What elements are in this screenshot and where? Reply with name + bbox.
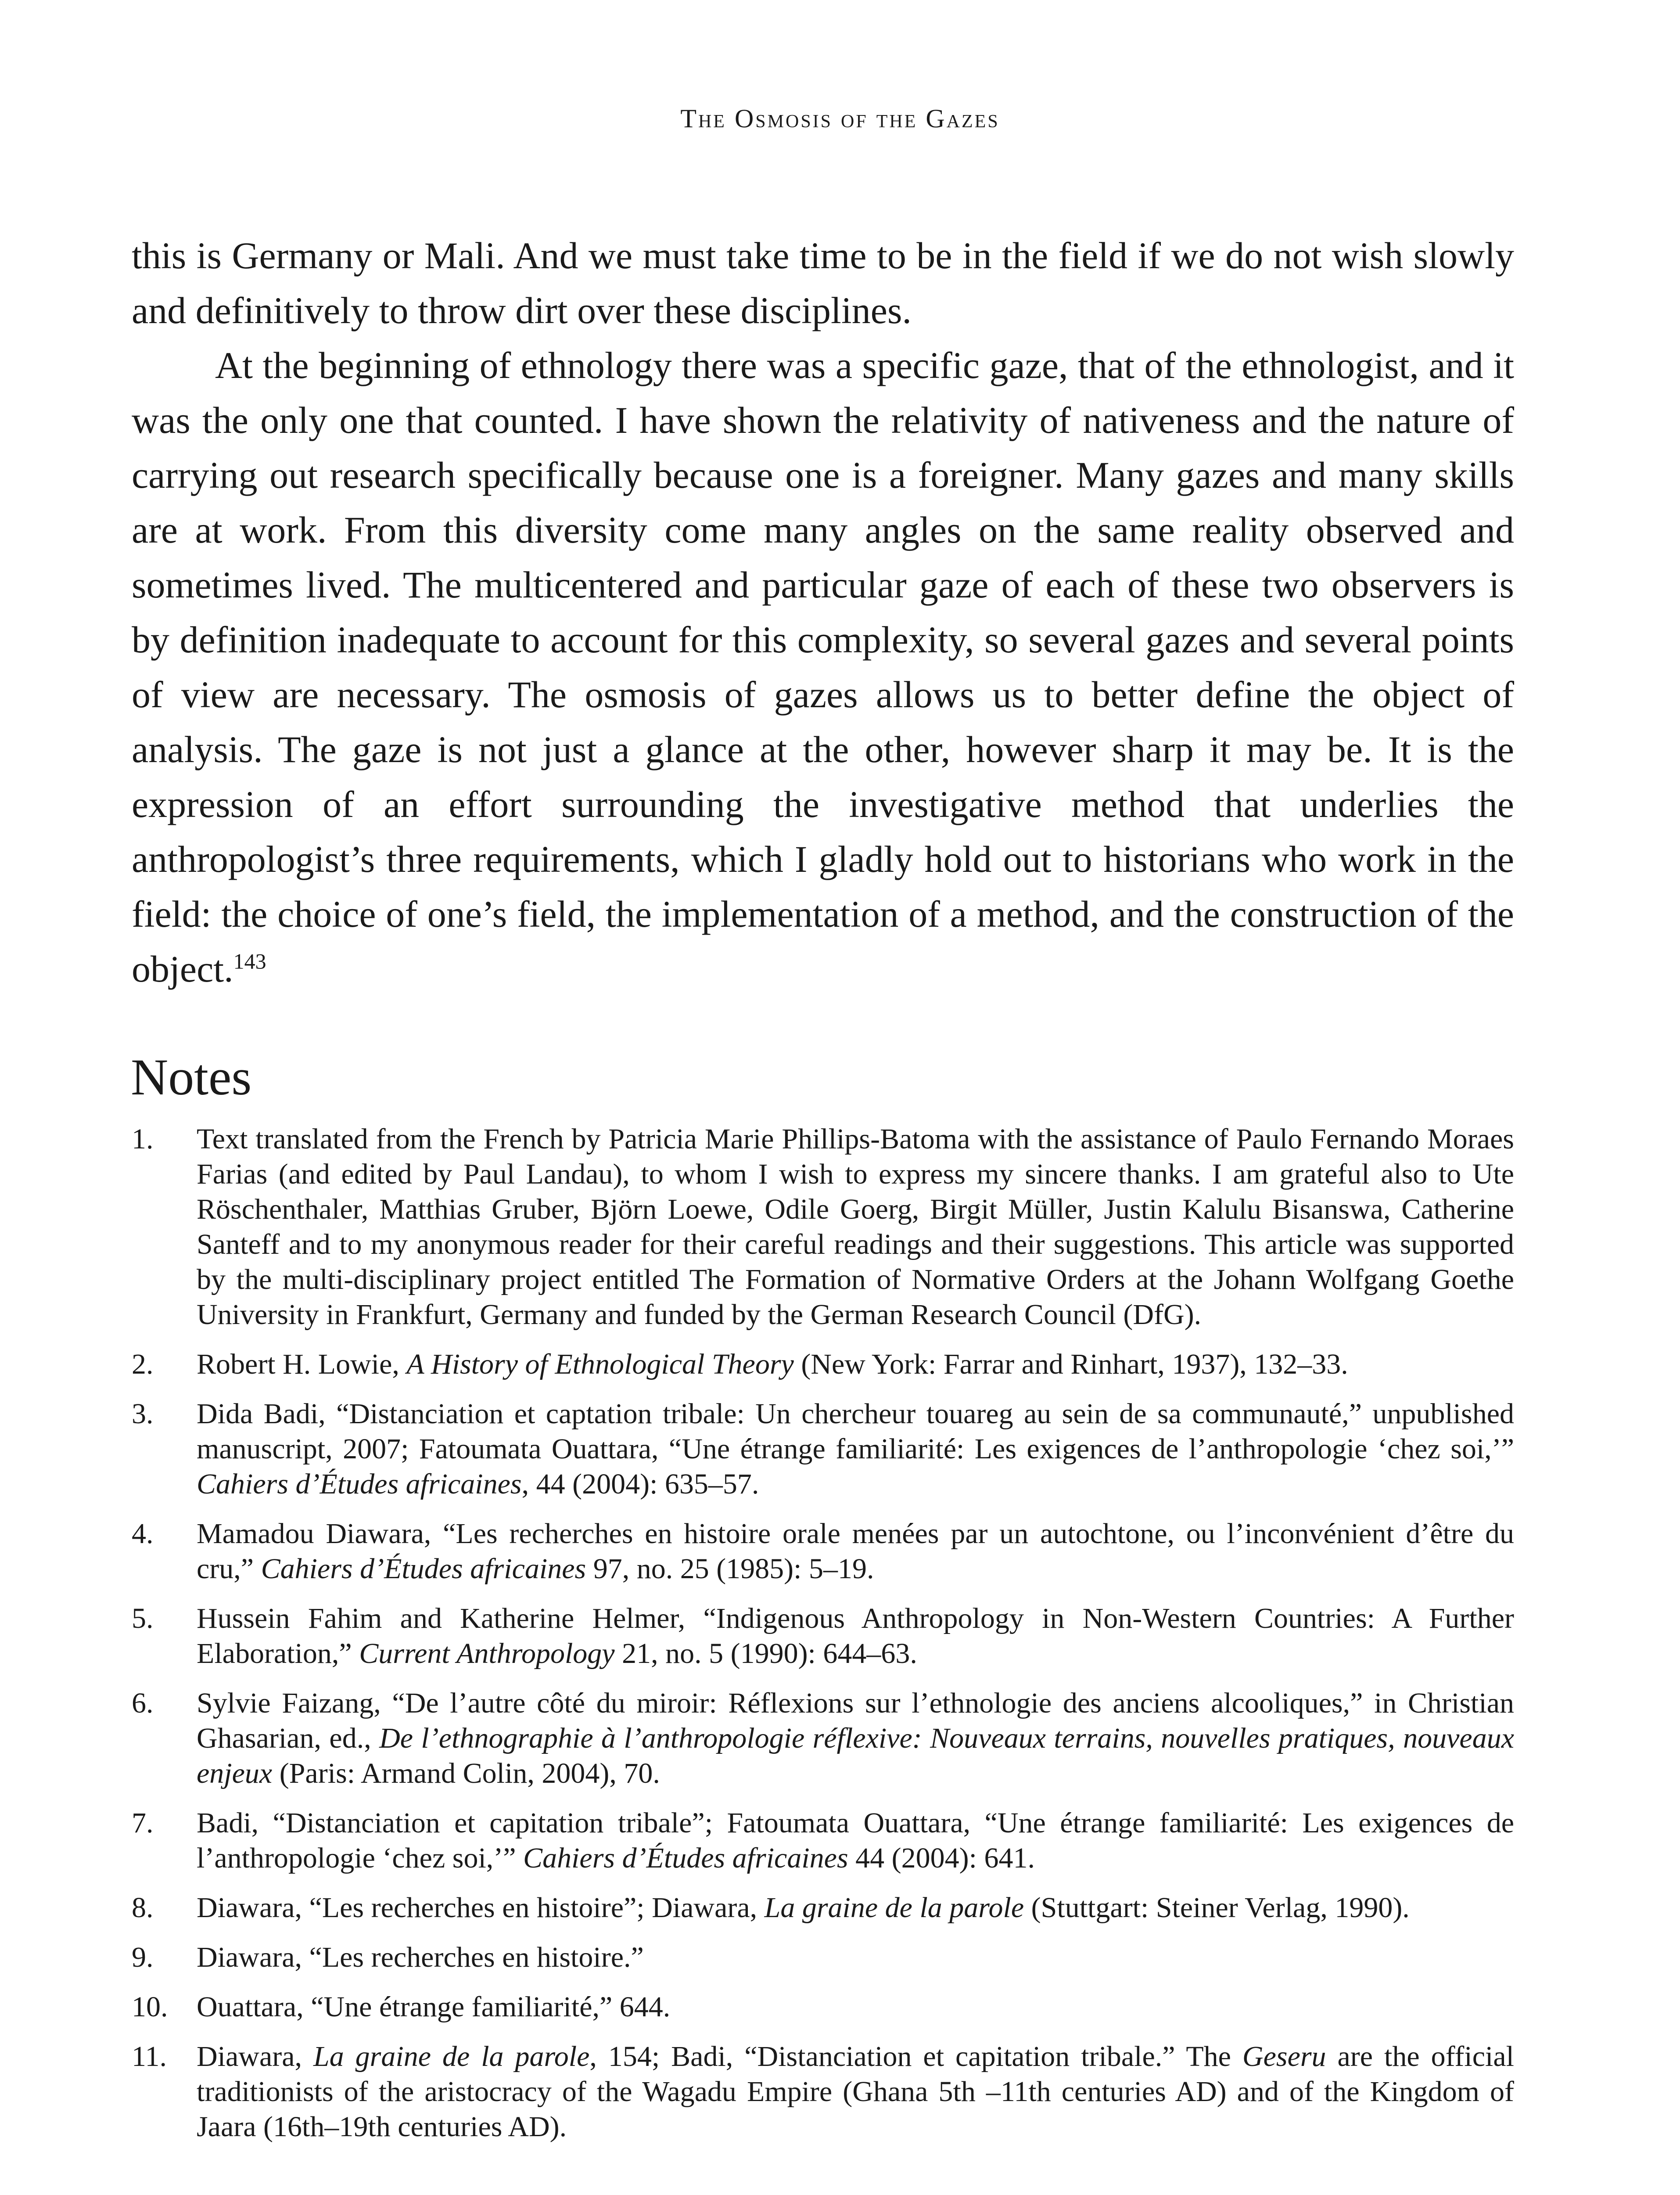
- note-8: [132, 1890, 1514, 1925]
- note-number: 1.: [132, 1123, 154, 1155]
- note-3: [132, 1396, 1514, 1502]
- note-title: Cahiers d’Études africaines: [197, 1468, 522, 1500]
- note-text: [197, 1890, 1514, 1925]
- notes-heading: Notes: [131, 1048, 252, 1106]
- note-text-post: 21, no. 5 (1990): 644–63.: [614, 1637, 917, 1670]
- note-number: 7.: [132, 1807, 154, 1839]
- note-number: 5.: [132, 1602, 154, 1634]
- note-number: 10.: [132, 1991, 168, 2023]
- note-title: La graine de la parole: [764, 1892, 1024, 1924]
- note-text-post: 97, no. 25 (1985): 5–19.: [586, 1553, 874, 1585]
- note-text-post: (New York: Farrar and Rinhart, 1937), 132–33.: [793, 1348, 1348, 1380]
- note-4: [132, 1516, 1514, 1587]
- note-number: 11.: [132, 2040, 167, 2073]
- note-text-post: are the official traditionists of the aristocracy of the Wagadu Empire (Ghana 5th –11th centuries AD) and of the Kingdom of Jaara (16th–19th centuries AD).: [197, 2040, 1514, 2143]
- paragraph-2-text: At the beginning of ethnology there was a specific gaze, that of the ethnologist, and it was the only one that counted. I have shown the relativity of nativeness and the nature of carrying out research specifically because one is a foreigner. Many gazes and many skills are at work. From this diversity come many angles on the same reality observed and sometimes lived. The multicentered and particular gaze of each of these two observers is by definition inadequate to account for this complexity, so several gazes and several points of view are necessary. The osmosis of gazes allows us to better define the object of analysis. The gaze is not just a glance at the other, however sharp it may be. It is the expression of an effort surrounding the investigative method that underlies the anthropologist’s three requirements, which I gladly hold out to historians who work in the field: the choice of one’s field, the implementation of a method, and the construction of the object.: [132, 344, 1514, 990]
- paragraph-2: [132, 338, 1514, 997]
- note-11: [132, 2039, 1514, 2145]
- note-text-pre: Robert H. Lowie,: [197, 1348, 407, 1380]
- note-number: 8.: [132, 1892, 154, 1924]
- footnote-marker-143[interactable]: 143: [233, 949, 266, 974]
- note-number: 9.: [132, 1941, 154, 1973]
- note-text-pre: Hussein Fahim and Katherine Helmer, “Indigenous Anthropology in Non-Western Countries: A Further Elaboration,”: [197, 1602, 1514, 1670]
- note-text-mid: , 154; Badi, “Distanciation et capitation tribale.” The: [589, 2040, 1242, 2073]
- note-text-pre: Dida Badi, “Distanciation et captation tribale: Un chercheur touareg au sein de sa communauté,” unpublished manuscript, 2007; Fatoumata Ouattara, “Une étrange familiarité: Les exigences de l’anthropologie ‘chez soi,’”: [197, 1398, 1514, 1465]
- running-head: The Osmosis of the Gazes: [680, 104, 1000, 133]
- note-number: 2.: [132, 1348, 154, 1380]
- note-text: [197, 1396, 1514, 1502]
- note-10: [132, 1990, 1514, 2025]
- note-2: [132, 1347, 1514, 1382]
- note-5: [132, 1601, 1514, 1671]
- note-text: Diawara, “Les recherches en histoire.”: [197, 1941, 644, 1973]
- note-text-post: (Stuttgart: Steiner Verlag, 1990).: [1024, 1892, 1410, 1924]
- notes-list: [132, 1122, 1514, 2159]
- note-title-2: Geseru: [1242, 2040, 1326, 2073]
- note-number: 6.: [132, 1687, 154, 1719]
- note-text-post: , 44 (2004): 635–57.: [521, 1468, 759, 1500]
- note-text: [197, 1601, 1514, 1671]
- note-number: 4.: [132, 1518, 154, 1550]
- note-text-post: 44 (2004): 641.: [848, 1842, 1035, 1874]
- note-title: Cahiers d’Études africaines: [261, 1553, 586, 1585]
- paragraph-1: this is Germany or Mali. And we must take time to be in the field if we do not wish slowly and definitively to throw dirt over these disciplines.: [132, 234, 1514, 331]
- note-number: 3.: [132, 1398, 154, 1430]
- note-text-pre: Sylvie Faizang, “De l’autre côté du miroir: Réflexions sur l’ethnologie des anciens alcooliques,” in Christian Ghasarian, ed.,: [197, 1687, 1514, 1754]
- note-text: Ouattara, “Une étrange familiarité,” 644.: [197, 1991, 671, 2023]
- note-7: [132, 1806, 1514, 1876]
- note-text: [197, 1516, 1514, 1587]
- note-text-pre: Diawara,: [197, 2040, 313, 2073]
- note-title: A History of Ethnological Theory: [406, 1348, 794, 1380]
- note-text: [197, 1686, 1514, 1791]
- note-text-pre: Mamadou Diawara, “Les recherches en histoire orale menées par un autochtone, ou l’inconvénient d’être du cru,”: [197, 1518, 1514, 1585]
- note-1: [132, 1122, 1514, 1332]
- note-text: [197, 1347, 1514, 1382]
- note-text: [197, 2039, 1514, 2145]
- note-text: Text translated from the French by Patricia Marie Phillips-Batoma with the assistance of Paulo Fernando Moraes Farias (and edited by Paul Landau), to whom I wish to express my sincere thanks. I am grateful also to Ute Röschenthaler, Matthias Gruber, Björn Loewe, Odile Goerg, Birgit Müller, Justin Kalulu Bisanswa, Catherine Santeff and to my anonymous reader for their careful readings and their suggestions. This article was supported by the multi-disciplinary project entitled The Formation of Normative Orders at the Johann Wolfgang Goethe University in Frankfurt, Germany and funded by the German Research Council (DfG).: [197, 1123, 1514, 1331]
- note-text-pre: Diawara, “Les recherches en histoire”; Diawara,: [197, 1892, 765, 1924]
- note-title: Current Anthropology: [359, 1637, 615, 1670]
- note-text: [197, 1806, 1514, 1876]
- body-text: [132, 228, 1514, 997]
- note-9: [132, 1940, 1514, 1975]
- note-title: La graine de la parole: [313, 2040, 590, 2073]
- note-title: Cahiers d’Études africaines: [523, 1842, 848, 1874]
- note-6: [132, 1686, 1514, 1791]
- note-text-pre: Badi, “Distanciation et capitation tribale”; Fatoumata Ouattara, “Une étrange familiarité: Les exigences de l’anthropologie ‘chez soi,’”: [197, 1807, 1514, 1874]
- note-text-post: (Paris: Armand Colin, 2004), 70.: [272, 1757, 660, 1789]
- note-title: De l’ethnographie à l’anthropologie réflexive: Nouveaux terrains, nouvelles pratiques, nouveaux enjeux: [197, 1722, 1514, 1789]
